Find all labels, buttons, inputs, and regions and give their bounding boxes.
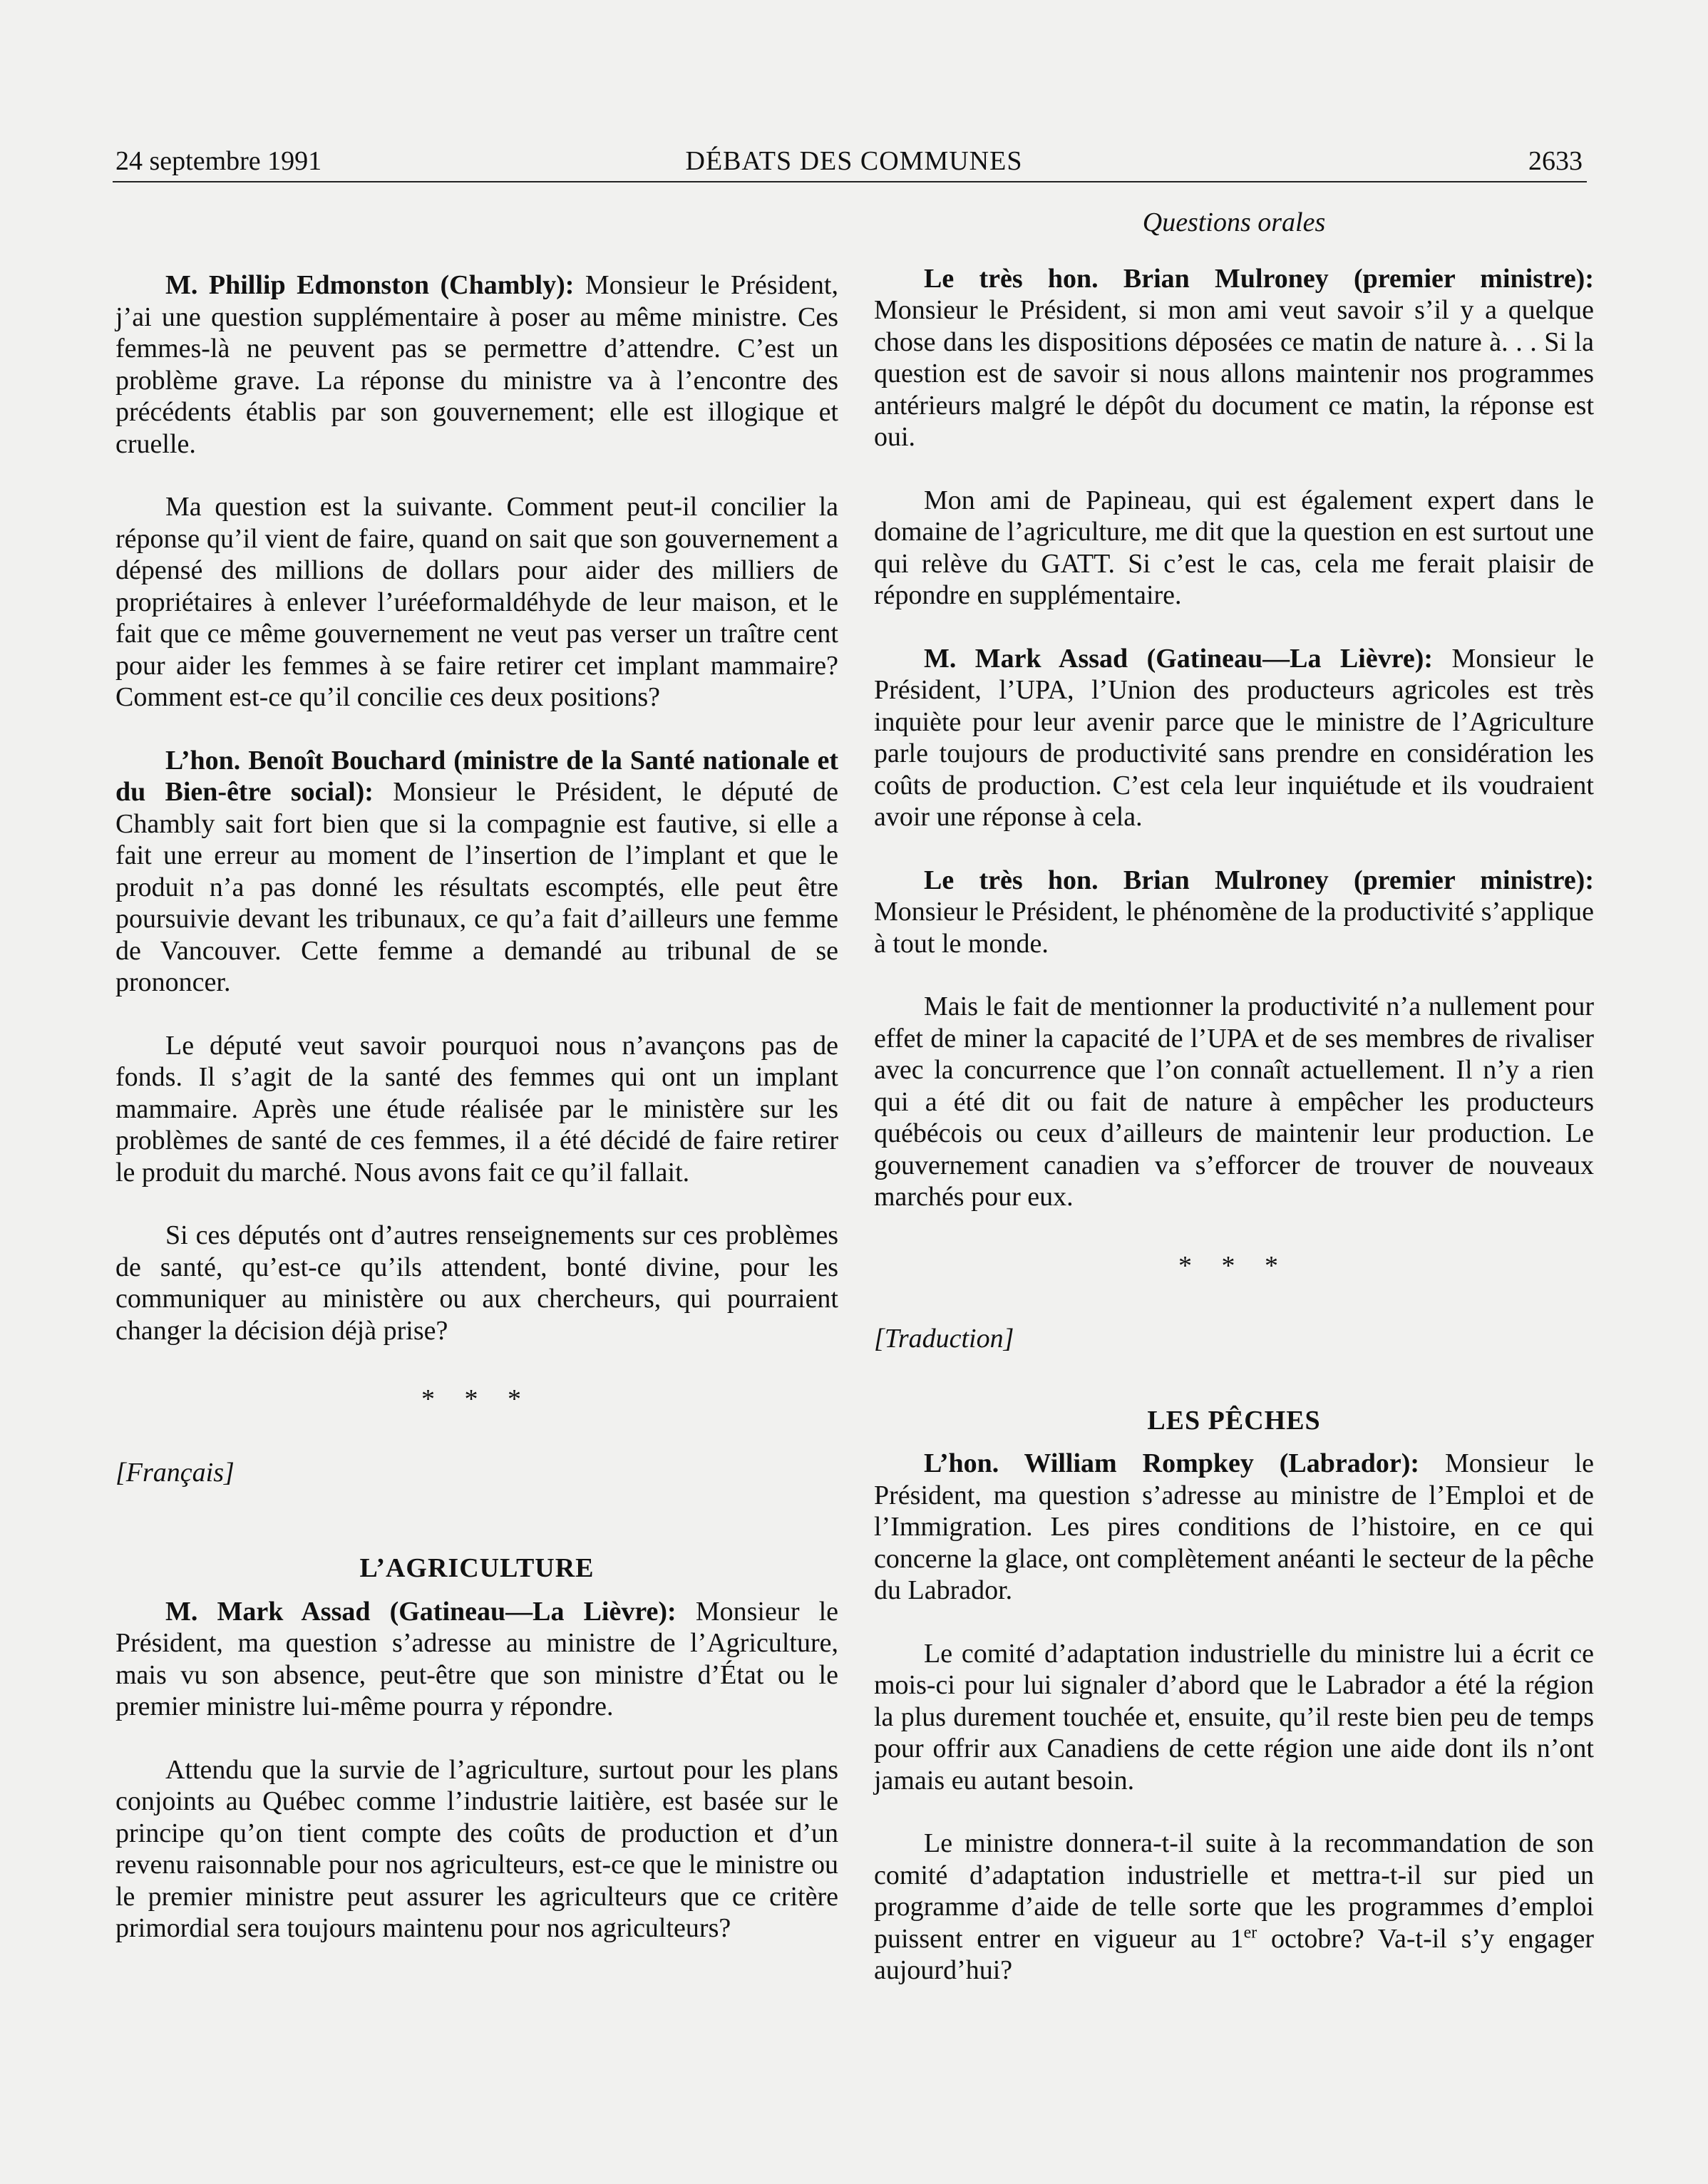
publication-title: DÉBATS DES COMMUNES bbox=[685, 146, 1023, 176]
speaker-name: M. Phillip Edmonston (Chambly): bbox=[165, 270, 575, 300]
paragraph: Le député veut savoir pourquoi nous n’avançons pas de fonds. Il s’agit de la santé des femmes qui ont un implant mammaire. Après une étude réalisée par le ministère sur les problèmes de santé de ces femmes, il a été décidé de faire retirer le produit du marché. Nous avons fait ce qu’il fallait. bbox=[115, 1030, 838, 1188]
speech-text: Monsieur le Président, j’ai une question supplémentaire à poser au même ministre. Ces femmes-là ne peuvent pas se permettre d’attendre. C’est un problème grave. La réponse du ministre va à l’encontre des précédents établis par son gouvernement; elle est illogique et cruelle. bbox=[115, 270, 838, 459]
speech-text: Le ministre donnera-t-il suite à la recommandation de son comité d’adaptation industrielle et mettra-t-il sur pied un programme d’aide de telle sorte que les programmes d’emploi puissent entrer en vigueur au 1 bbox=[874, 1828, 1594, 1954]
right-column bbox=[874, 207, 1594, 2018]
speech-text: Monsieur le Président, le phénomène de la productivité s’applique à tout le monde. bbox=[874, 897, 1594, 959]
paragraph: Si ces députés ont d’autres renseignements sur ces problèmes de santé, qu’est-ce qu’ils attendent, bonté divine, pour les communiquer au ministère ou aux chercheurs, qui pourraient changer la décision déjà prise? bbox=[115, 1220, 838, 1346]
section-heading: L’AGRICULTURE bbox=[359, 1553, 595, 1583]
section-separator: * * * bbox=[421, 1384, 533, 1414]
paragraph bbox=[115, 1596, 838, 1723]
speaker-name: Le très hon. Brian Mulroney (premier ministre): bbox=[924, 263, 1594, 294]
speaker-name: L’hon. William Rompkey (Labrador): bbox=[924, 1448, 1420, 1478]
paragraph bbox=[115, 269, 838, 460]
language-note: [Français] bbox=[115, 1457, 235, 1488]
speech-text: Monsieur le Président, l’UPA, l’Union des producteurs agricoles est très inquiète pour leur avenir parce que le ministre de l’Agriculture parle toujours de productivité sans prendre en considération les coûts de production. C’est cela leur inquiétude et ils voudraient avoir une réponse à cela. bbox=[874, 643, 1594, 832]
header-rule bbox=[113, 181, 1587, 182]
paragraph bbox=[874, 1448, 1594, 1607]
paragraph: Attendu que la survie de l’agriculture, surtout pour les plans conjoints au Québec comme l’industrie laitière, est basée sur le principe qu’on tient compte des coûts de production et d’un revenu raisonnable pour nos agriculteurs, est-ce que le ministre ou le premier ministre peut assurer les agriculteurs que ce critère primordial sera toujours maintenu pour nos agriculteurs? bbox=[115, 1754, 838, 1943]
section-heading: LES PÊCHES bbox=[1147, 1405, 1321, 1436]
speech-text: Monsieur le Président, ma question s’adresse au ministre de l’Emploi et de l’Immigration. Les pires conditions de l’histoire, en ce qui concerne la glace, ont complètement anéanti le secteur de la pêche du Labrador. bbox=[874, 1448, 1594, 1605]
speaker-name: M. Mark Assad (Gatineau—La Lièvre): bbox=[924, 643, 1434, 674]
paragraph bbox=[115, 745, 838, 999]
speech-text: Monsieur le Président, le député de Chambly sait fort bien que si la compagnie est fautive, si elle a fait une erreur au moment de l’insertion de l’implant et que le produit n’a pas donné les résultats escomptés, elle peut être poursuivie devant les tribunaux, ce qu’a fait d’ailleurs une femme de Vancouver. Cette femme a demandé au tribunal de se prononcer. bbox=[115, 777, 838, 997]
page-date: 24 septembre 1991 bbox=[115, 146, 322, 176]
speech-text: Monsieur le Président, ma question s’adresse au ministre de l’Agriculture, mais vu son absence, peut-être que son ministre d’État ou le premier ministre lui-même pourra y répondre. bbox=[115, 1596, 838, 1721]
paragraph bbox=[874, 263, 1594, 453]
speaker-name: M. Mark Assad (Gatineau—La Lièvre): bbox=[165, 1596, 676, 1627]
ordinal-superscript: er bbox=[1243, 1922, 1257, 1942]
paragraph bbox=[874, 1828, 1594, 1987]
page-number: 2633 bbox=[1528, 146, 1583, 176]
section-separator: * * * bbox=[1178, 1250, 1290, 1281]
speaker-name: L’hon. Benoît Bouchard (ministre de la Santé nationale et du Bien-être social): bbox=[115, 745, 838, 807]
speech-text: Monsieur le Président, si mon ami veut savoir s’il y a quelque chose dans les dispositions déposées ce matin de nature à. . . Si la question est de savoir si nous allons maintenir nos programmes antérieurs malgré le dépôt du document ce matin, la réponse est oui. bbox=[874, 295, 1594, 452]
paragraph bbox=[874, 643, 1594, 833]
left-column bbox=[115, 269, 838, 1976]
paragraph: Mais le fait de mentionner la productivité n’a nullement pour effet de miner la capacité de l’UPA et de ses membres de rivaliser avec la concurrence que l’on connaît actuellement. Il n’y a rien qui a été dit ou fait de nature à empêcher les producteurs québécois ou ceux d’ailleurs de maintenir leur production. Le gouvernement canadien va s’efforcer de trouver de nouveaux marchés pour eux. bbox=[874, 991, 1594, 1212]
speech-text: octobre? Va-t-il s’y engager aujourd’hui? bbox=[874, 1923, 1594, 1985]
language-note: [Traduction] bbox=[874, 1324, 1014, 1354]
running-head: Questions orales bbox=[1142, 207, 1326, 237]
paragraph: Ma question est la suivante. Comment peut-il concilier la réponse qu’il vient de faire, quand on sait que son gouvernement a dépensé des millions de dollars pour aider des milliers de propriétaires à enlever l’uréeformaldéhyde de leur maison, et le fait que ce même gouvernement ne veut pas verser un traître cent pour aider les femmes à se faire retirer cet implant mammaire? Comment est-ce qu’il concilie ces deux positions? bbox=[115, 492, 838, 712]
paragraph: Le comité d’adaptation industrielle du ministre lui a écrit ce mois-ci pour lui signaler d’abord que le Labrador a été la région la plus durement touchée et, ensuite, qu’il reste bien peu de temps pour offrir aux Canadiens de cette région une aide dont ils n’ont jamais eu autant besoin. bbox=[874, 1638, 1594, 1796]
paragraph bbox=[874, 865, 1594, 960]
paragraph: Mon ami de Papineau, qui est également expert dans le domaine de l’agriculture, me dit que la question en est surtout une qui relève du GATT. Si c’est le cas, cela me ferait plaisir de répondre en supplémentaire. bbox=[874, 485, 1594, 610]
speaker-name: Le très hon. Brian Mulroney (premier ministre): bbox=[924, 865, 1594, 895]
